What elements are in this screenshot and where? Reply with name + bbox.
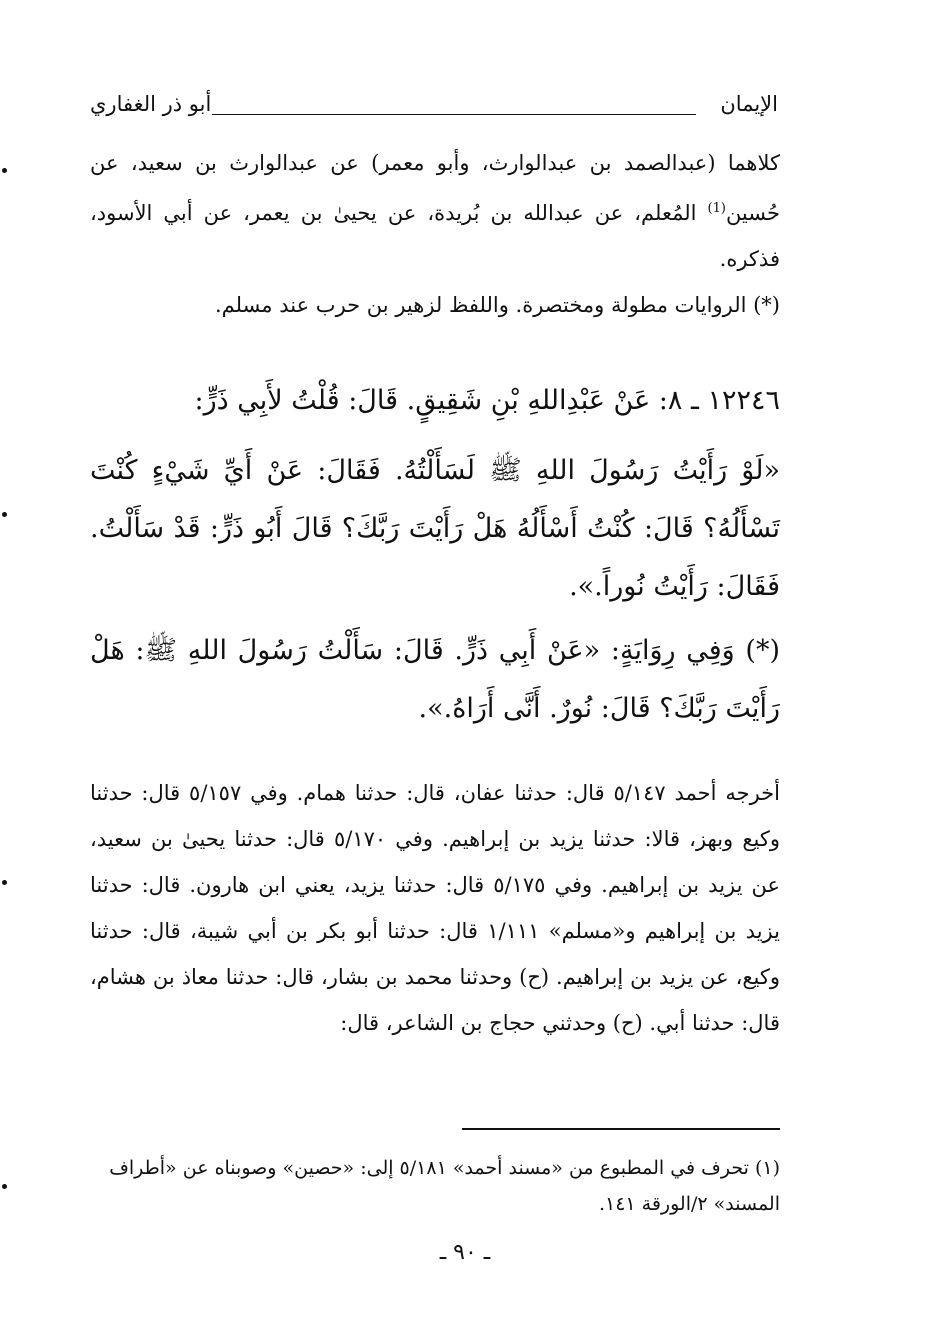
hadith-variant: (*) وَفِي رِوَايَةٍ: «عَنْ أَبِي ذَرٍّ. قَالَ: سَأَلْتُ رَسُولَ اللهِ ﷺ: هَلْ رَأَيْتَ رَبَّكَ؟ قَالَ: نُورٌ. أَنَّى أَرَاهُ.». (90, 635, 780, 724)
takhrij-block (90, 770, 780, 1046)
footnote-separator (462, 1128, 780, 1130)
scan-edge-mark (2, 1184, 7, 1189)
page-number: ـ ٩٠ ـ (439, 1240, 491, 1265)
hadith-text: «لَوْ رَأَيْتُ رَسُولَ اللهِ ﷺ لَسَأَلْتُهُ. فَقَالَ: عَنْ أَيِّ شَيْءٍ كُنْتَ تَسْأَلُهُ؟ قَالَ: كُنْتُ أَسْأَلُهُ هَلْ رَأَيْتَ رَبَّكَ؟ قَالَ أَبُو ذَرٍّ: قَدْ سَأَلْتُ. فَقَالَ: رَأَيْتُ نُوراً.». (90, 455, 780, 602)
footnote-reference: (1) (707, 201, 726, 216)
hadith-block (90, 372, 780, 738)
scan-edge-mark (2, 168, 7, 173)
isnad-text-2: المُعلم، عن عبدالله بن بُريدة، عن يحيىٰ بن يعمر، عن أبي الأسود، فذكره. (90, 201, 780, 271)
hadith-heading: ١٢٢٤٦ ـ ٨: عَنْ عَبْدِاللهِ بْنِ شَقِيقٍ. قَالَ: قُلْتُ لأَبِي ذَرٍّ: (194, 385, 780, 416)
footnote-text: (١) تحرف في المطبوع من «مسند أحمد» ٥/١٨١ إلى: «حصين» وصوبناه عن «أطراف المسند» ٢/الورقة ١٤١. (109, 1157, 780, 1215)
isnad-paragraph (90, 140, 780, 282)
note-paragraph: (*) الروايات مطولة ومختصرة. واللفظ لزهير بن حرب عند مسلم. (214, 293, 780, 317)
isnad-text-1: كلاهما (عبدالصمد بن عبدالوارث، وأبو معمر) عن عبدالوارث بن سعيد، عن حُسين (90, 151, 780, 225)
takhrij-text: أخرجه أحمد ٥/١٤٧ قال: حدثنا عفان، قال: حدثنا همام. وفي ٥/١٥٧ قال: حدثنا وكيع وبهز، قالا: حدثنا يزيد بن إبراهيم. وفي ٥/١٧٠ قال: حدثنا يحيىٰ بن سعيد، عن يزيد بن إبراهيم. وفي ٥/١٧٥ قال: حدثنا يزيد، يعني ابن هارون. قال: حدثنا يزيد بن إبراهيم و«مسلم» ١/١١١ قال: حدثنا أبو بكر بن أبي شيبة، قال: حدثنا وكيع، عن يزيد بن إبراهيم. (ح) وحدثنا محمد بن بشار، قال: حدثنا معاذ بن هشام، قال: حدثنا أبي. (ح) وحدثني حجاج بن الشاعر، قال: (90, 781, 780, 1035)
scan-edge-mark (2, 880, 7, 885)
scan-edge-mark (2, 512, 7, 517)
companion-name: أبو ذر الغفاري (90, 92, 212, 116)
isnad-block (90, 140, 780, 328)
running-header (90, 90, 778, 130)
chapter-title: الإيمان (720, 92, 778, 116)
header-rule (212, 114, 696, 115)
